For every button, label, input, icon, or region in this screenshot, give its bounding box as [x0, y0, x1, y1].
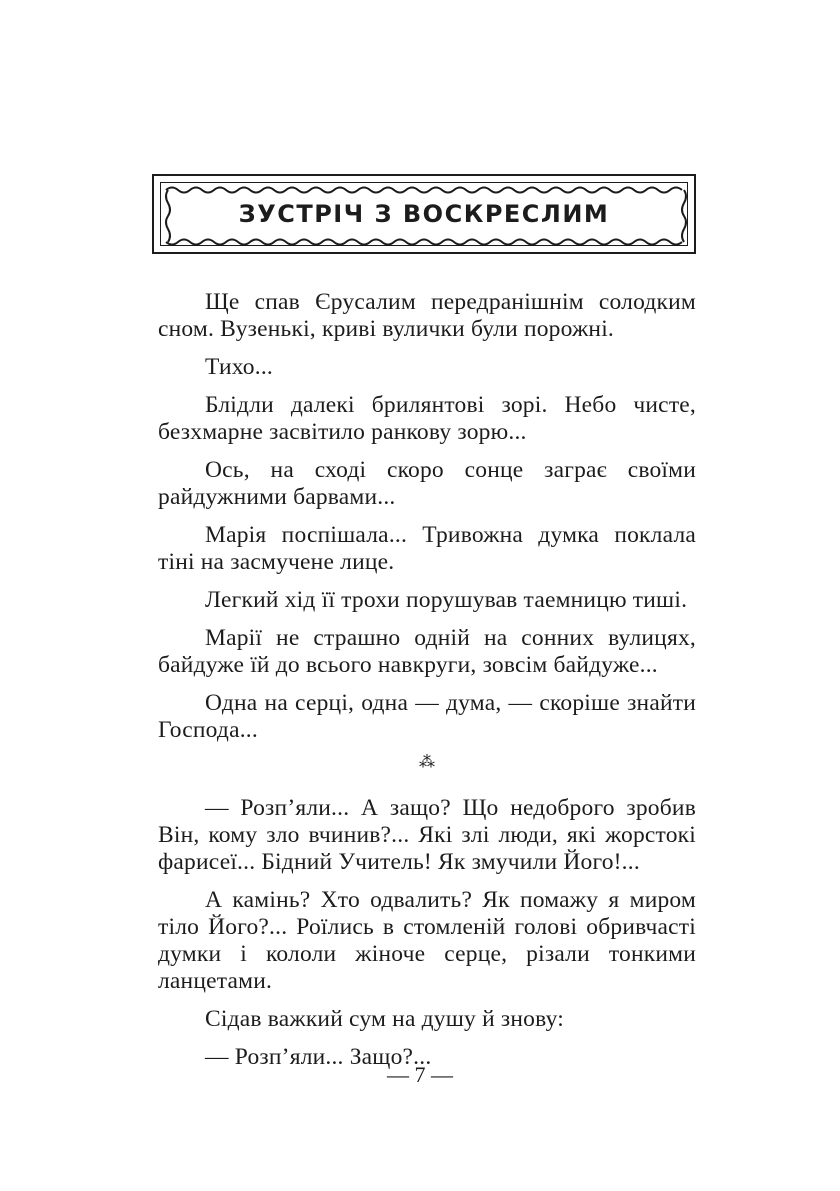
paragraph: Марія поспішала... Тривожна думка поклала тіні на засмучене лице.	[158, 522, 696, 575]
paragraph: Тихо...	[205, 354, 273, 380]
paragraph: Сідав важкий сум на душу й знову:	[205, 1006, 564, 1032]
paragraph: Марії не страшно одній на сонних вулицях, байдуже їй до всього навкруги, зовсім байдуже...	[158, 625, 696, 678]
paragraph: А камінь? Хто одвалить? Як помажу я миром тіло Його?... Роїлись в стомленій голові обривчасті думки і кололи жіноче серце, різали тонкими ланцетами.	[158, 887, 696, 994]
ornament-bottom-wave	[166, 240, 682, 245]
ornament-top-wave	[166, 188, 682, 193]
paragraph: Блідли далекі брилянтові зорі. Небо чисте, безхмарне засвітило ранкову зорю...	[158, 392, 696, 445]
chapter-title: ЗУСТРІЧ З ВОСКРЕСЛИМ	[238, 200, 610, 228]
paragraph: — Розп’яли... Защо?...	[205, 1044, 432, 1070]
paragraph: Ось, на сході скоро сонце заграє своїми райдужними барвами...	[158, 457, 696, 510]
paragraph: Одна на серці, одна — дума, — скоріше знайти Господа...	[158, 690, 696, 743]
body-text	[158, 289, 696, 1082]
paragraph: — Розп’яли... А защо? Що недоброго зробив Він, кому зло вчинив?... Які злі люди, які жорстокі фарисеї... Бідний Учитель! Як змучили Його!...	[158, 795, 696, 875]
page-number: — 7 —	[387, 1062, 453, 1087]
asterism-glyph: ⁂	[419, 754, 435, 771]
paragraph: Легкий хід її трохи порушував таемницю тиші.	[205, 587, 688, 613]
paragraph: Ще спав Єрусалим передранішнім солодким сном. Вузенькі, криві вулички були порожні.	[158, 289, 696, 342]
title-frame	[152, 174, 696, 254]
section-separator	[158, 755, 696, 779]
